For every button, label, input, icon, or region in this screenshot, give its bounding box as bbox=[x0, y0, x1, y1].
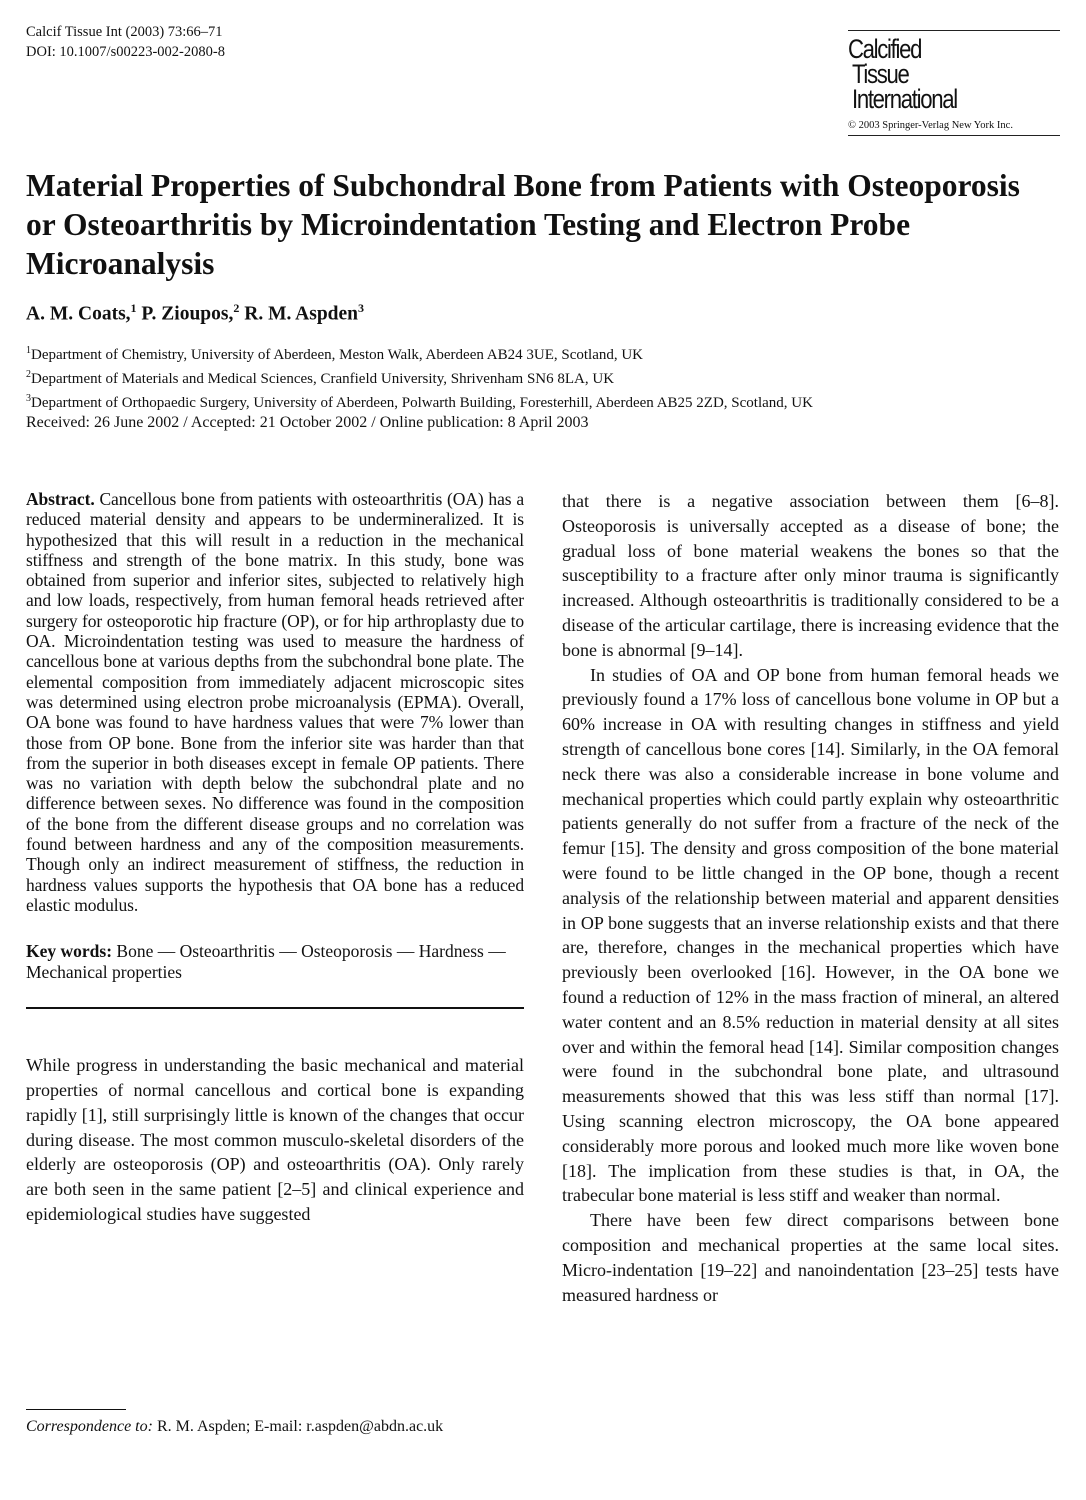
author-name: R. M. Aspden bbox=[244, 303, 359, 325]
left-column bbox=[26, 489, 524, 1227]
correspondence-footnote bbox=[26, 1418, 524, 1436]
author-affiliation-mark: 2 bbox=[233, 301, 240, 315]
body-paragraph: that there is a negative association between them [6–8]. Osteoporosis is universally accepted as a disease of bone; the gradual loss of bone material weakens the bones so that the susceptibility to a fracture after only minor trauma is significantly increased. Although osteoarthritis is traditionally considered to be a disease of the articular cartilage, there is increasing evidence that the bone is abnormal [9–14]. bbox=[562, 491, 1059, 660]
author-affiliation-mark: 3 bbox=[358, 301, 365, 315]
affiliation-text: Department of Materials and Medical Sciences, Cranfield University, Shrivenham SN6 8LA, UK bbox=[31, 371, 615, 387]
logo-bottom-rule bbox=[848, 135, 1060, 136]
affiliation-mark: 2 bbox=[26, 369, 31, 380]
received-dates: Received: 26 June 2002 / Accepted: 21 October 2002 / Online publication: 8 April 2003 bbox=[26, 414, 589, 431]
body-paragraph: There have been few direct comparisons between bone composition and mechanical properties at the same local sites. Micro-indentation [19–22] and nanoindentation [23–25] tests have measured hardness or bbox=[562, 1210, 1059, 1305]
logo-wordmark bbox=[848, 34, 1060, 114]
intro-paragraph: While progress in understanding the basic mechanical and material properties of normal cancellous and cortical bone is expanding rapidly [1], still surprisingly little is known of the changes that occur during disease. The most common musculo-skeletal disorders of the elderly are osteoporosis (OP) and osteoarthritis (OA). Only rarely are both seen in the same patient [2–5] and clinical experience and epidemiological studies have suggested bbox=[26, 1055, 524, 1225]
footnote-rule bbox=[26, 1409, 126, 1410]
abstract-label: Abstract. bbox=[26, 489, 95, 509]
paper-title: Material Properties of Subchondral Bone from Patients with Osteoporosis or Osteoarthritis by Microindentation Testing and Electron Probe Microanalysis bbox=[26, 168, 1020, 281]
logo-top-rule bbox=[848, 30, 1060, 31]
footnote-label: Correspondence to: bbox=[26, 1418, 153, 1435]
author-name: A. M. Coats, bbox=[26, 303, 131, 325]
keywords bbox=[26, 941, 524, 983]
affiliation-mark: 1 bbox=[26, 345, 31, 356]
journal-logo bbox=[848, 30, 1060, 136]
affiliation-text: Department of Chemistry, University of Aberdeen, Meston Walk, Aberdeen AB24 3UE, Scotland, UK bbox=[31, 347, 644, 363]
logo-word-calcified: Calcified bbox=[848, 34, 922, 64]
footnote-text: R. M. Aspden; E-mail: r.aspden@abdn.ac.uk bbox=[156, 1418, 444, 1435]
author-list bbox=[26, 301, 364, 326]
abstract bbox=[26, 489, 524, 915]
author-name: P. Zioupos, bbox=[141, 303, 234, 325]
running-header bbox=[26, 22, 225, 62]
author-affiliation-mark: 1 bbox=[130, 301, 137, 315]
logo-word-tissue: Tissue bbox=[852, 59, 909, 89]
keywords-label: Key words: bbox=[26, 941, 113, 962]
doi: DOI: 10.1007/s00223-002-2080-8 bbox=[26, 44, 225, 60]
affiliation bbox=[26, 389, 813, 413]
affiliation bbox=[26, 341, 813, 365]
logo-word-international: International bbox=[852, 84, 957, 114]
affiliation-list bbox=[26, 341, 813, 413]
journal-citation: Calcif Tissue Int (2003) 73:66–71 bbox=[26, 24, 223, 40]
affiliation bbox=[26, 365, 813, 389]
copyright-notice: © 2003 Springer-Verlag New York Inc. bbox=[848, 120, 1013, 131]
affiliation-mark: 3 bbox=[26, 393, 31, 404]
body-paragraph: In studies of OA and OP bone from human femoral heads we previously found a 17% loss of cancellous bone volume in OP but a 60% increase in OA with resulting changes in stiffness and yield strength of cancellous bone cores [14]. Similarly, in the OA femoral neck there was also a considerable increase in bone volume and mechanical properties which could partly explain why osteoarthritic patients generally do not suffer from a fracture of the neck of the femur [15]. The density and gross composition of the bone material were found to be little changed in the OP bone, though a recent analysis of the relationship between material and apparent densities in OP bone suggests that an inverse relationship exists and that there are, therefore, changes in the mechanical properties which have previously been overlooked [16]. However, in the OA bone we found a reduction of 12% in the mass fraction of mineral, an altered water content and an 8.5% reduction in material density at all sites over and within the femoral head [14]. Similar composition changes were found in the subchondral bone plate, and ultrasound measurements showed that this was less stiff than normal [17]. Using scanning electron microscopy, the OA bone appeared considerably more porous and looked much more like woven bone [18]. The implication from these studies is that, in OA, the trabecular bone material is less stiff and weaker than normal. bbox=[562, 664, 1059, 1206]
section-divider bbox=[26, 1007, 524, 1009]
affiliation-text: Department of Orthopaedic Surgery, University of Aberdeen, Polwarth Building, Foresterhill, Aberdeen AB25 2ZD, Scotland, UK bbox=[31, 395, 813, 411]
right-column bbox=[562, 489, 1059, 1307]
keywords-text: Bone — Osteoarthritis — Osteoporosis — Hardness — Mechanical properties bbox=[26, 941, 506, 983]
abstract-text: Cancellous bone from patients with osteoarthritis (OA) has a reduced material density and appears to be undermineralized. It is hypothesized that this will result in a reduction in the mechanical stiffness and strength of the bone matrix. In this study, bone was obtained from superior and inferior sites, subjected to relatively high and low loads, respectively, from human femoral heads retrieved after surgery for osteoporotic hip fracture (OP), or for hip arthroplasty due to OA. Microindentation testing was used to measure the hardness of cancellous bone at various depths from the subchondral bone plate. The elemental composition from immediately adjacent microscopic sites was determined using electron probe microanalysis (EPMA). Overall, OA bone was found to have hardness values that were 7% lower than those from OP bone. Bone from the inferior site was harder than that from the superior in both diseases except in female OP patients. There was no variation with depth below the subchondral plate and no difference between sexes. No difference was found in the composition of the bone from the different disease groups and no correlation was found between hardness and any of the composition measurements. Though only an indirect measurement of stiffness, the reduction in hardness values supports the hypothesis that OA bone has a reduced elastic modulus. bbox=[26, 489, 524, 915]
